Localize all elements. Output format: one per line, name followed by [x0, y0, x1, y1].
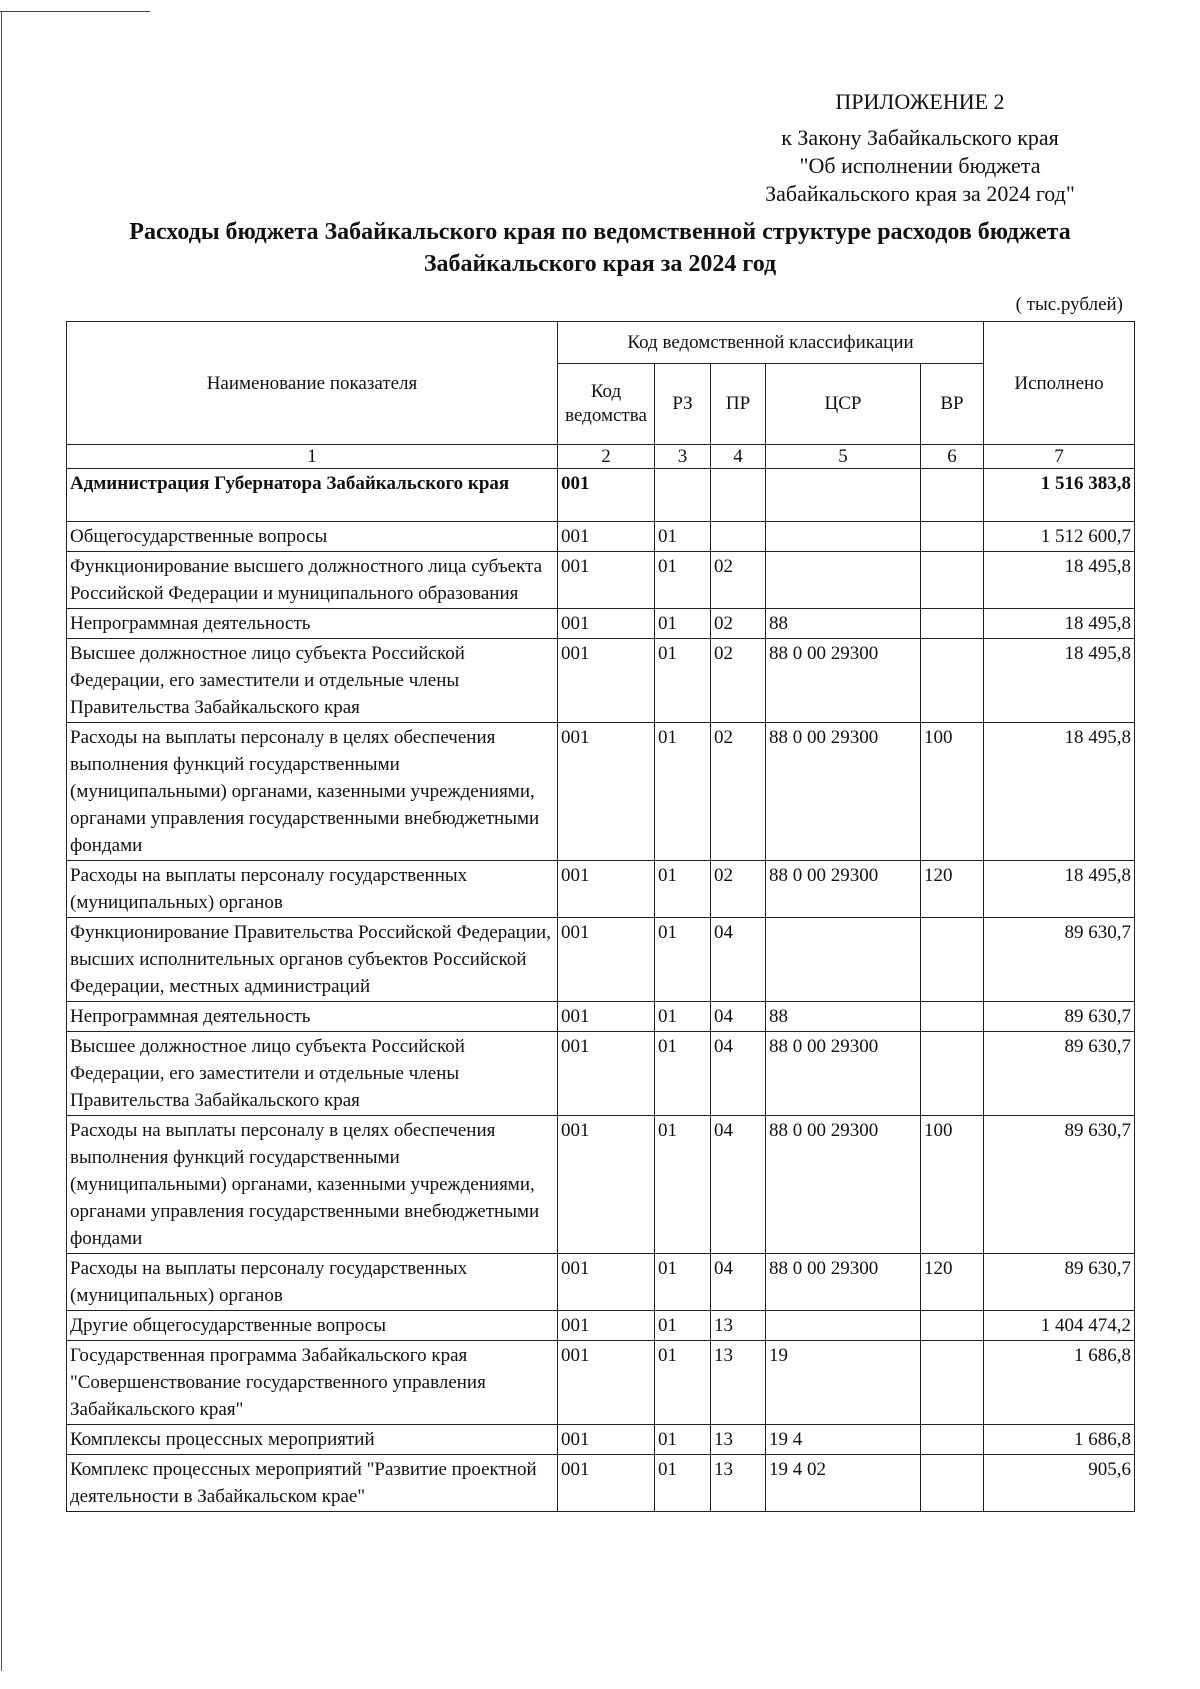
- column-number: 5: [766, 445, 921, 469]
- cell-name: Общегосударственные вопросы: [67, 522, 558, 552]
- table-row: [67, 552, 1135, 609]
- table-row: [67, 723, 1135, 861]
- cell-vr: [921, 1002, 984, 1032]
- cell-name: Расходы на выплаты персоналу государственных (муниципальных) органов: [67, 861, 558, 918]
- cell-csr: [766, 469, 921, 522]
- cell-rz: 01: [655, 522, 711, 552]
- cell-csr: 88 0 00 29300: [766, 861, 921, 918]
- cell-amount: 1 516 383,8: [984, 469, 1135, 522]
- cell-name: Непрограммная деятельность: [67, 609, 558, 639]
- cell-agency-code: 001: [558, 552, 655, 609]
- column-number: 4: [711, 445, 766, 469]
- cell-vr: [921, 1425, 984, 1455]
- cell-csr: 19 4: [766, 1425, 921, 1455]
- cell-csr: 88 0 00 29300: [766, 1116, 921, 1254]
- cell-pr: 04: [711, 918, 766, 1002]
- cell-pr: 02: [711, 723, 766, 861]
- cell-vr: 100: [921, 1116, 984, 1254]
- cell-amount: 1 686,8: [984, 1341, 1135, 1425]
- cell-vr: [921, 639, 984, 723]
- cell-vr: [921, 918, 984, 1002]
- cell-name: Администрация Губернатора Забайкальского края: [67, 469, 558, 522]
- cell-pr: 02: [711, 861, 766, 918]
- cell-vr: 100: [921, 723, 984, 861]
- document-title-line1: Расходы бюджета Забайкальского края по ведомственной структуре расходов бюджета: [129, 219, 1071, 245]
- cell-vr: 120: [921, 861, 984, 918]
- cell-name: Высшее должностное лицо субъекта Российской Федерации, его заместители и отдельные члены Правительства Забайкальского края: [67, 639, 558, 723]
- cell-agency-code: 001: [558, 861, 655, 918]
- scan-edge-left: [1, 11, 2, 1671]
- cell-agency-code: 001: [558, 1116, 655, 1254]
- header-csr: ЦСР: [766, 364, 921, 445]
- cell-name: Расходы на выплаты персоналу в целях обеспечения выполнения функций государственными (муниципальными) органами, казенными учреждениями, органами управления государственными внебюджетными фондами: [67, 723, 558, 861]
- cell-agency-code: 001: [558, 522, 655, 552]
- expenditure-table: [66, 321, 1135, 1512]
- cell-pr: 13: [711, 1425, 766, 1455]
- cell-csr: [766, 1311, 921, 1341]
- cell-vr: [921, 552, 984, 609]
- cell-amount: 18 495,8: [984, 861, 1135, 918]
- scan-edge-top: [0, 11, 150, 12]
- cell-pr: 04: [711, 1032, 766, 1116]
- cell-agency-code: 001: [558, 609, 655, 639]
- cell-vr: 120: [921, 1254, 984, 1311]
- cell-amount: 89 630,7: [984, 1032, 1135, 1116]
- column-number: 1: [67, 445, 558, 469]
- header-rz: РЗ: [655, 364, 711, 445]
- cell-name: Непрограммная деятельность: [67, 1002, 558, 1032]
- cell-amount: 89 630,7: [984, 1116, 1135, 1254]
- document-title: [60, 216, 1140, 280]
- cell-name: Другие общегосударственные вопросы: [67, 1311, 558, 1341]
- cell-agency-code: 001: [558, 918, 655, 1002]
- cell-rz: 01: [655, 1254, 711, 1311]
- cell-amount: 1 686,8: [984, 1425, 1135, 1455]
- appendix-number: ПРИЛОЖЕНИЕ 2: [835, 89, 1005, 114]
- cell-vr: [921, 1032, 984, 1116]
- cell-amount: 905,6: [984, 1455, 1135, 1512]
- cell-rz: 01: [655, 723, 711, 861]
- cell-amount: 1 512 600,7: [984, 522, 1135, 552]
- cell-rz: 01: [655, 1341, 711, 1425]
- cell-csr: 88 0 00 29300: [766, 723, 921, 861]
- cell-csr: 88 0 00 29300: [766, 1254, 921, 1311]
- header-classification-group: Код ведомственной классификации: [558, 322, 984, 364]
- cell-pr: 04: [711, 1002, 766, 1032]
- header-amount: Исполнено: [984, 322, 1135, 445]
- cell-rz: 01: [655, 1455, 711, 1512]
- cell-vr: [921, 522, 984, 552]
- cell-rz: 01: [655, 1425, 711, 1455]
- cell-rz: 01: [655, 1116, 711, 1254]
- column-number: 2: [558, 445, 655, 469]
- column-number: 6: [921, 445, 984, 469]
- cell-rz: 01: [655, 918, 711, 1002]
- cell-name: Расходы на выплаты персоналу в целях обеспечения выполнения функций государственными (муниципальными) органами, казенными учреждениями, органами управления государственными внебюджетными фондами: [67, 1116, 558, 1254]
- appendix-law-title-line2: Забайкальского края за 2024 год": [765, 181, 1075, 206]
- table-row: [67, 861, 1135, 918]
- table-row: [67, 918, 1135, 1002]
- cell-agency-code: 001: [558, 1341, 655, 1425]
- cell-pr: 02: [711, 639, 766, 723]
- cell-vr: [921, 1341, 984, 1425]
- cell-csr: 88: [766, 609, 921, 639]
- cell-agency-code: 001: [558, 1032, 655, 1116]
- cell-amount: 18 495,8: [984, 639, 1135, 723]
- header-agency-code: Код ведомства: [558, 364, 655, 445]
- cell-name: Функционирование Правительства Российской Федерации, высших исполнительных органов субъектов Российской Федерации, местных администраций: [67, 918, 558, 1002]
- table-row: [67, 639, 1135, 723]
- cell-amount: 18 495,8: [984, 723, 1135, 861]
- cell-rz: 01: [655, 609, 711, 639]
- cell-agency-code: 001: [558, 723, 655, 861]
- cell-agency-code: 001: [558, 469, 655, 522]
- cell-vr: [921, 1311, 984, 1341]
- column-number: 7: [984, 445, 1135, 469]
- cell-name: Функционирование высшего должностного лица субъекта Российской Федерации и муниципального образования: [67, 552, 558, 609]
- cell-amount: 89 630,7: [984, 1002, 1135, 1032]
- table-row: [67, 1002, 1135, 1032]
- cell-rz: 01: [655, 639, 711, 723]
- cell-pr: 04: [711, 1116, 766, 1254]
- cell-amount: 18 495,8: [984, 552, 1135, 609]
- cell-amount: 18 495,8: [984, 609, 1135, 639]
- appendix-law-title-line1: "Об исполнении бюджета: [799, 153, 1041, 178]
- table-row: [67, 1425, 1135, 1455]
- cell-agency-code: 001: [558, 1425, 655, 1455]
- cell-name: Высшее должностное лицо субъекта Российской Федерации, его заместители и отдельные члены Правительства Забайкальского края: [67, 1032, 558, 1116]
- document-title-line2: Забайкальского края за 2024 год: [423, 251, 777, 277]
- table-row: [67, 1032, 1135, 1116]
- cell-pr: 13: [711, 1455, 766, 1512]
- cell-amount: 89 630,7: [984, 1254, 1135, 1311]
- units-label: ( тыс.рублей): [1015, 294, 1123, 315]
- cell-pr: 13: [711, 1341, 766, 1425]
- cell-rz: 01: [655, 1311, 711, 1341]
- cell-csr: 88: [766, 1002, 921, 1032]
- cell-agency-code: 001: [558, 1455, 655, 1512]
- cell-name: Комплексы процессных мероприятий: [67, 1425, 558, 1455]
- cell-amount: 1 404 474,2: [984, 1311, 1135, 1341]
- cell-amount: 89 630,7: [984, 918, 1135, 1002]
- table-row: [67, 1341, 1135, 1425]
- header-vr: ВР: [921, 364, 984, 445]
- cell-rz: 01: [655, 552, 711, 609]
- table-row: [67, 469, 1135, 522]
- cell-csr: 19: [766, 1341, 921, 1425]
- table-row: [67, 1254, 1135, 1311]
- cell-pr: 02: [711, 552, 766, 609]
- appendix-law-line: к Закону Забайкальского края: [781, 125, 1059, 150]
- cell-vr: [921, 609, 984, 639]
- cell-vr: [921, 469, 984, 522]
- cell-pr: [711, 522, 766, 552]
- table-row: [67, 522, 1135, 552]
- cell-rz: 01: [655, 861, 711, 918]
- cell-agency-code: 001: [558, 1311, 655, 1341]
- cell-name: Расходы на выплаты персоналу государственных (муниципальных) органов: [67, 1254, 558, 1311]
- cell-agency-code: 001: [558, 639, 655, 723]
- column-number: 3: [655, 445, 711, 469]
- column-number-row: [67, 445, 1135, 469]
- cell-pr: 04: [711, 1254, 766, 1311]
- header-pr: ПР: [711, 364, 766, 445]
- cell-rz: 01: [655, 1002, 711, 1032]
- cell-agency-code: 001: [558, 1002, 655, 1032]
- cell-pr: [711, 469, 766, 522]
- cell-csr: 88 0 00 29300: [766, 1032, 921, 1116]
- cell-rz: [655, 469, 711, 522]
- cell-pr: 13: [711, 1311, 766, 1341]
- cell-csr: 88 0 00 29300: [766, 639, 921, 723]
- cell-csr: [766, 552, 921, 609]
- cell-pr: 02: [711, 609, 766, 639]
- cell-vr: [921, 1455, 984, 1512]
- cell-agency-code: 001: [558, 1254, 655, 1311]
- table-row: [67, 1116, 1135, 1254]
- cell-csr: [766, 522, 921, 552]
- cell-rz: 01: [655, 1032, 711, 1116]
- table-body: [67, 469, 1135, 1512]
- cell-csr: [766, 918, 921, 1002]
- cell-name: Комплекс процессных мероприятий "Развитие проектной деятельности в Забайкальском крае": [67, 1455, 558, 1512]
- cell-name: Государственная программа Забайкальского края "Совершенствование государственного управления Забайкальского края": [67, 1341, 558, 1425]
- header-name: Наименование показателя: [67, 322, 558, 445]
- table-row: [67, 1455, 1135, 1512]
- cell-csr: 19 4 02: [766, 1455, 921, 1512]
- table-row: [67, 609, 1135, 639]
- table-row: [67, 1311, 1135, 1341]
